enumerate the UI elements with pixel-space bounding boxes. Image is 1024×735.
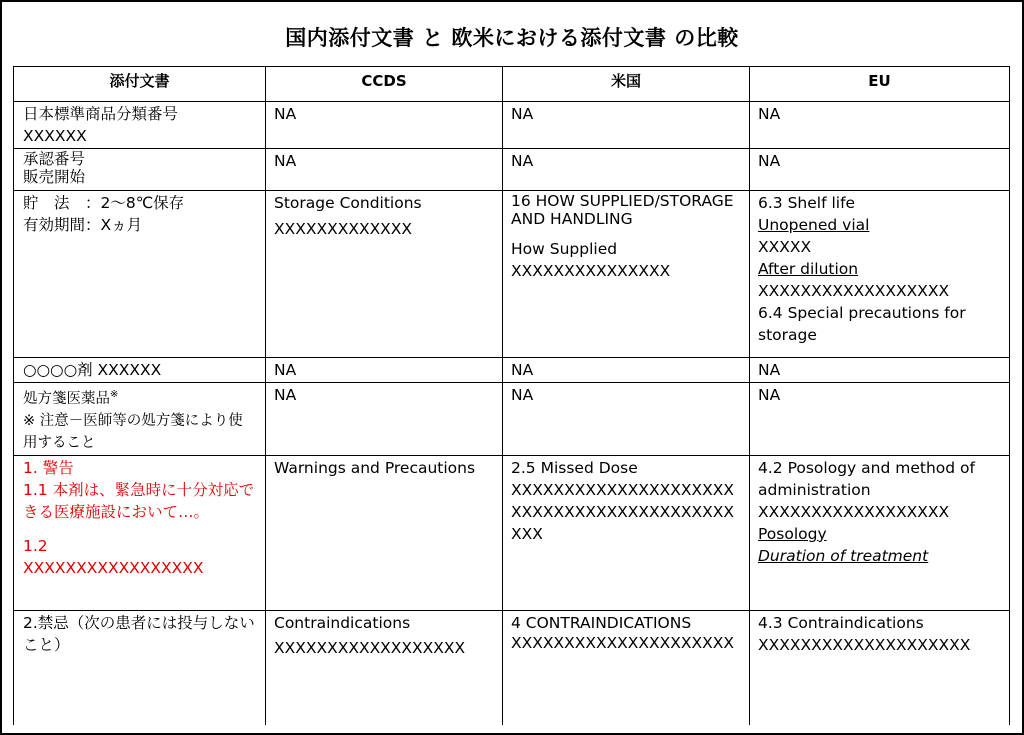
cell-eu: NA [750,149,1010,191]
cell-us: 16 HOW SUPPLIED/STORAGE AND HANDLING How Supplied XXXXXXXXXXXXXXX [503,191,750,358]
header-package-insert: 添付文書 [14,67,266,102]
cell-ccds: Contraindications XXXXXXXXXXXXXXXXXX [266,610,503,725]
cell-jp-warning: 1. 警告 1.1 本剤は、緊急時に十分対応できる医療施設において…。 1.2 XXXXXXXXXXXXXXXXX [14,455,266,610]
cell-eu: 4.2 Posology and method of administration XXXXXXXXXXXXXXXXXX Posology Duration of treatment [750,455,1010,610]
table-row [14,191,1010,358]
table-row [14,358,1010,383]
cell-ccds: Warnings and Precautions [266,455,503,610]
table-row [14,149,1010,191]
cell-jp: 日本標準商品分類番号 XXXXXX [14,102,266,149]
table-row [14,383,1010,456]
cell-jp: 貯 法 ：2～8℃保存 有効期間：Xヵ月 [14,191,266,358]
cell-jp: ○○○○剤 XXXXXX [14,358,266,383]
cell-ccds: NA [266,102,503,149]
table-row [14,610,1010,725]
header-row [14,67,1010,102]
cell-eu: NA [750,358,1010,383]
slide-title: 国内添付文書 と 欧米における添付文書 の比較 [285,26,739,50]
cell-eu: NA [750,383,1010,456]
table-row [14,455,1010,610]
cell-ccds: NA [266,149,503,191]
cell-eu: 4.3 Contraindications XXXXXXXXXXXXXXXXXXXX [750,610,1010,725]
cell-eu: 6.3 Shelf life Unopened vial XXXXX After dilution XXXXXXXXXXXXXXXXXX 6.4 Special precautions for storage [750,191,1010,358]
header-us: 米国 [503,67,750,102]
cell-us: 4 CONTRAINDICATIONS XXXXXXXXXXXXXXXXXXXXX [503,610,750,725]
cell-jp: 2.禁忌（次の患者には投与しないこと） [14,610,266,725]
cell-jp: 処方箋医薬品※ ※ 注意－医師等の処方箋により使用すること [14,383,266,456]
cell-us: NA [503,383,750,456]
table-row [14,102,1010,149]
cell-us: NA [503,358,750,383]
cell-us: NA [503,102,750,149]
cell-ccds: Storage Conditions XXXXXXXXXXXXX [266,191,503,358]
cell-us: 2.5 Missed Dose XXXXXXXXXXXXXXXXXXXXXXXXXXXXXXXXXXXXXXXXXXXXX [503,455,750,610]
cell-us: NA [503,149,750,191]
cell-ccds: NA [266,358,503,383]
comparison-table [13,66,1010,725]
cell-eu: NA [750,102,1010,149]
header-ccds: CCDS [266,67,503,102]
cell-jp: 承認番号 販売開始 [14,149,266,191]
cell-ccds: NA [266,383,503,456]
header-eu: EU [750,67,1010,102]
